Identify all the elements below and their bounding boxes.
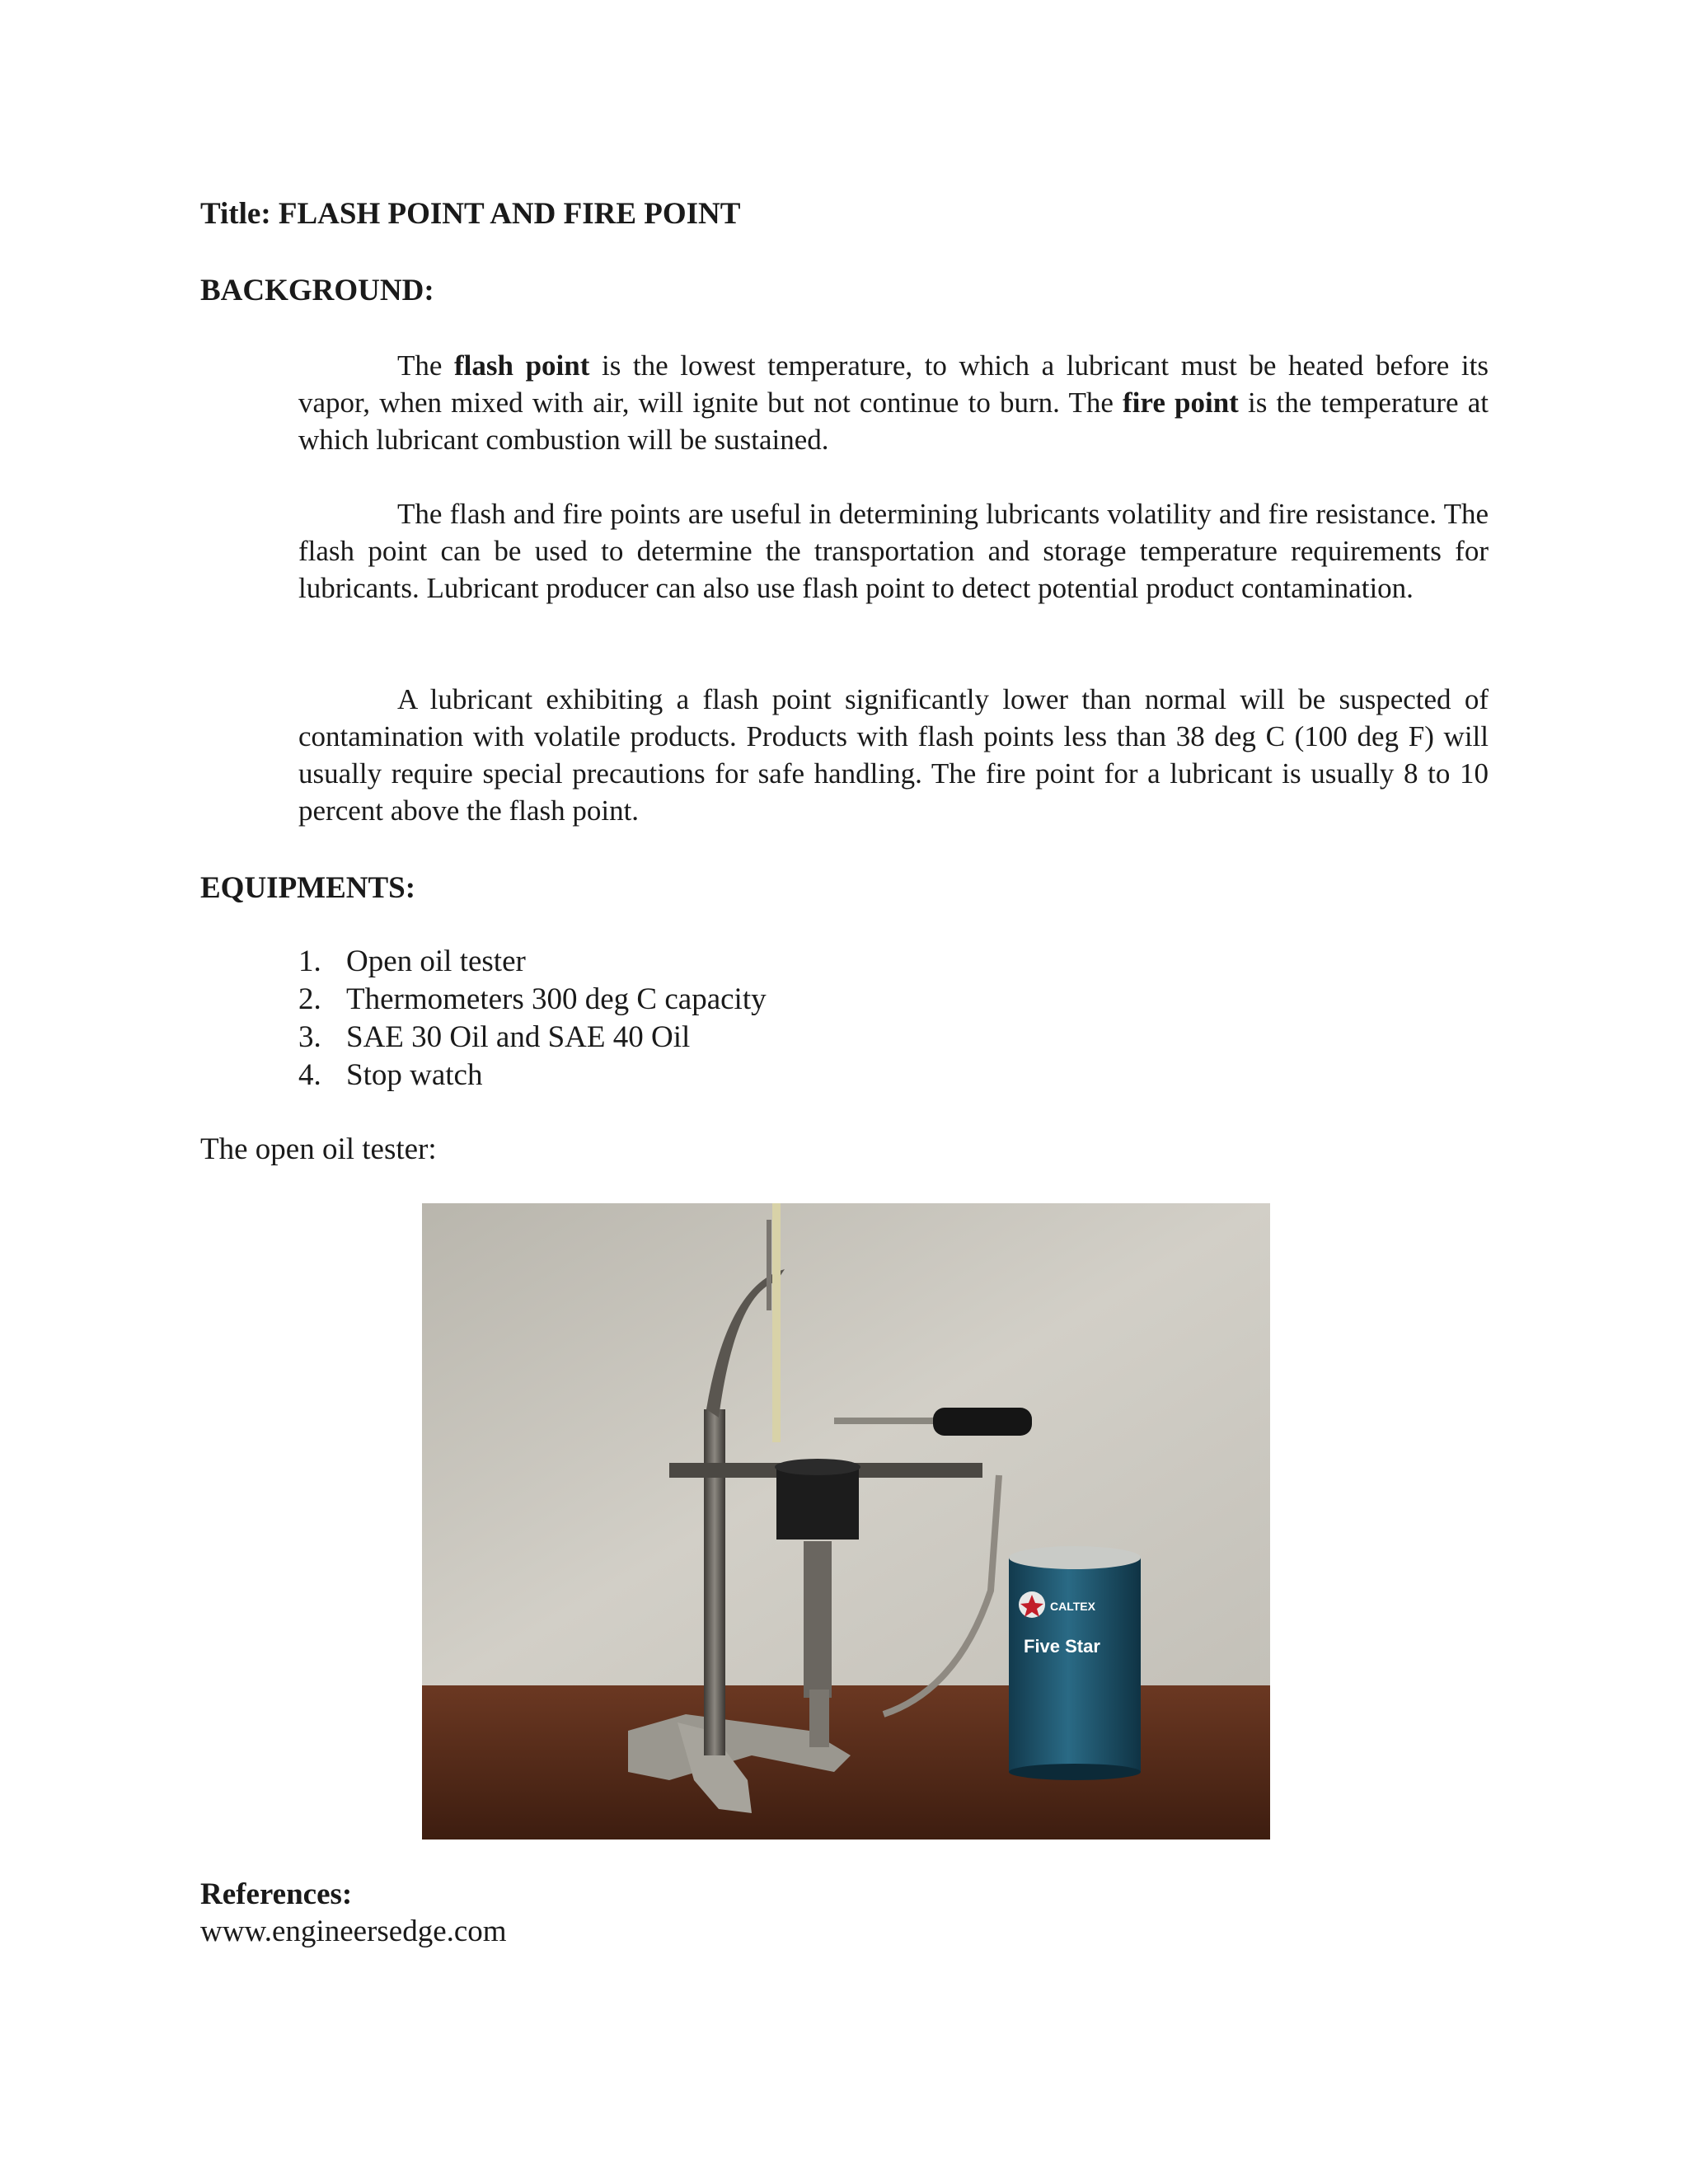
list-item-text: Thermometers 300 deg C capacity (346, 982, 767, 1016)
flame-handle (933, 1408, 1032, 1436)
list-item-text: Open oil tester (346, 944, 526, 978)
list-item-number: 2. (298, 982, 321, 1016)
p1-text-2: is the lowest temperature, to which a lubricant must be heated before its vapor, when mixed with air, will ignite but not continue to burn. The (298, 349, 1489, 419)
oil-cup (776, 1465, 859, 1540)
title-text: FLASH POINT AND FIRE POINT (278, 197, 741, 231)
can-product: Five Star (1024, 1636, 1100, 1657)
background-paragraph-2 (298, 495, 1489, 607)
list-item (298, 981, 767, 1019)
flash-point-term: flash point (454, 349, 590, 382)
document-title (200, 196, 740, 232)
list-item-number: 3. (298, 1020, 321, 1054)
p1-text-3: is the temperature at which lubricant combustion will be sustained. (298, 387, 1489, 456)
reference-link[interactable]: www.engineersedge.com (200, 1915, 507, 1948)
wall-background (422, 1203, 1270, 1698)
background-paragraph-3 (298, 681, 1489, 829)
oil-can (1009, 1558, 1141, 1772)
background-heading: BACKGROUND: (200, 274, 434, 307)
list-item (298, 943, 767, 981)
p2-text: The flash and fire points are useful in determining lubricants volatility and fire resistance. The flash point can be used to determine the transportation and storage temperature requirements for lubricants. Lubricant producer can also use flash point to detect potential product contamination. (298, 498, 1489, 604)
equipments-heading: EQUIPMENTS: (200, 871, 416, 905)
title-label: Title: (200, 197, 271, 231)
list-item-number: 1. (298, 944, 321, 978)
thermometer (772, 1203, 781, 1442)
list-item-text: Stop watch (346, 1058, 483, 1092)
fire-point-term: fire point (1123, 387, 1239, 419)
can-brand: CALTEX (1050, 1600, 1095, 1613)
table-surface (422, 1685, 1270, 1840)
photo-caption: The open oil tester: (200, 1132, 437, 1166)
list-item-number: 4. (298, 1058, 321, 1092)
burner (804, 1541, 832, 1698)
tester-column (704, 1409, 725, 1755)
list-item-text: SAE 30 Oil and SAE 40 Oil (346, 1020, 691, 1054)
p1-text-1: The (397, 349, 455, 382)
equipment-list (298, 943, 767, 1094)
open-oil-tester-photo (422, 1203, 1270, 1840)
references-heading: References: (200, 1877, 353, 1911)
list-item (298, 1057, 767, 1094)
p3-text: A lubricant exhibiting a flash point significantly lower than normal will be suspected of contamination with volatile products. Products with flash points less than 38 deg C (100 deg F) will usually require special precautions for safe handling. The fire point for a lubricant is usually 8 to 10 percent above the flash point. (298, 683, 1489, 827)
background-paragraph-1 (298, 347, 1489, 458)
list-item (298, 1019, 767, 1057)
